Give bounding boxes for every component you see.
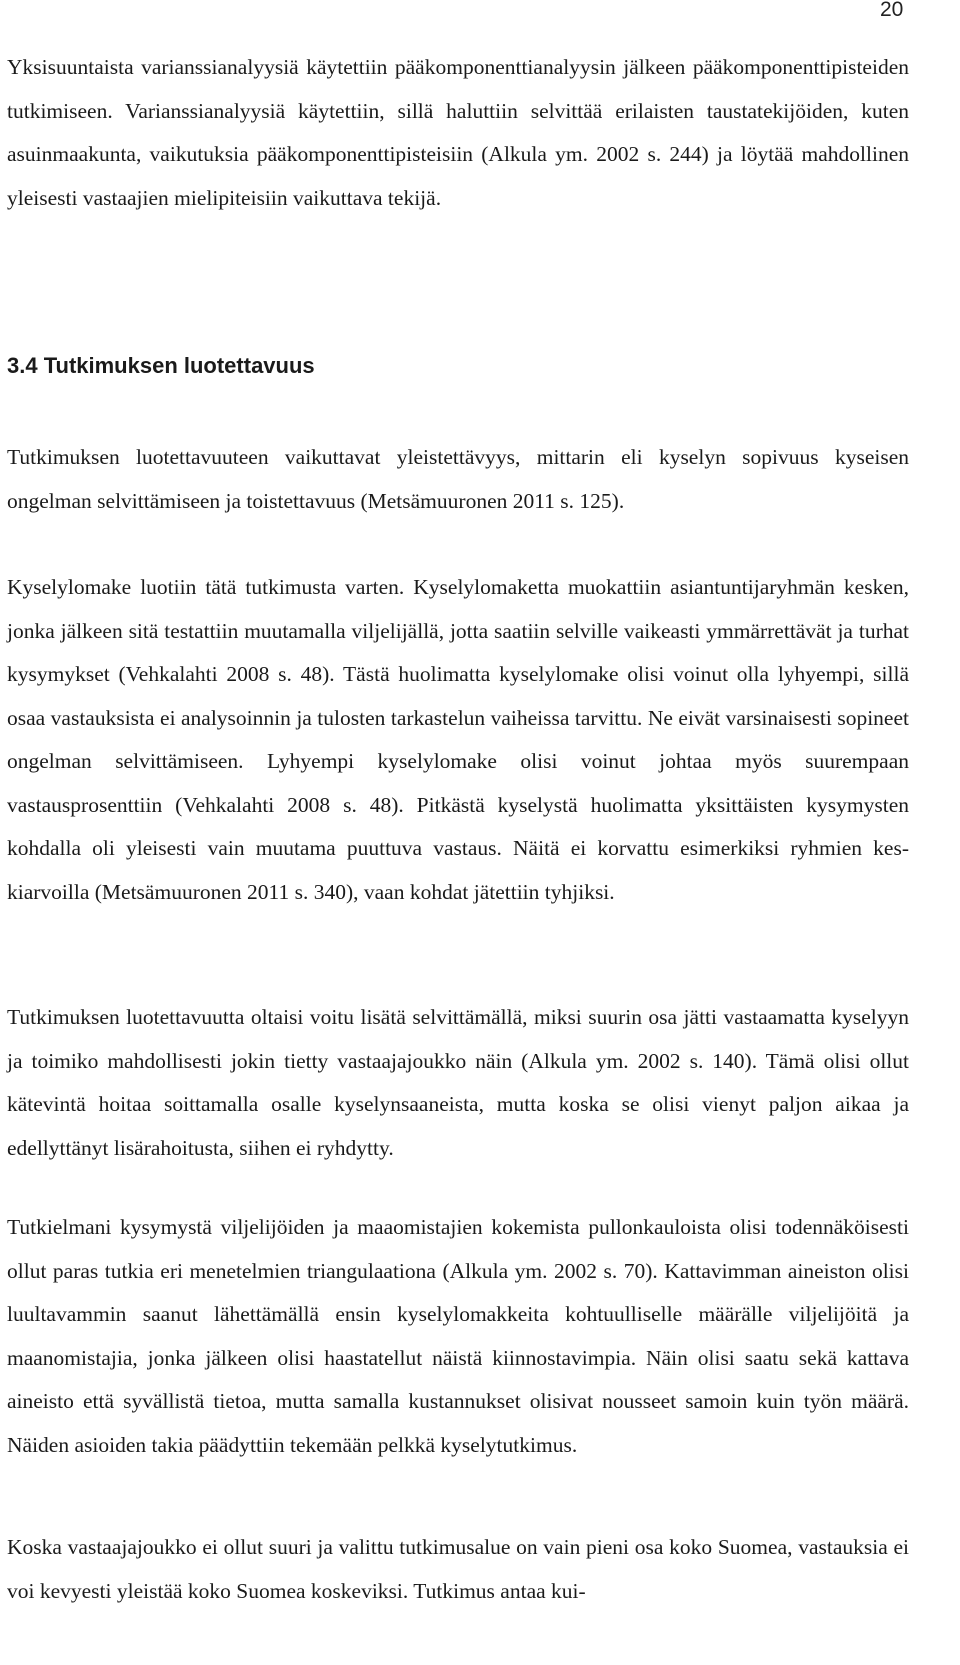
paragraph-block	[7, 566, 909, 914]
paragraph-block	[7, 46, 909, 220]
paragraph-4: Tutkimuksen luotettavuutta oltaisi voitu lisätä selvittämällä, miksi suurin osa jätti vastaamatta kyselyyn ja toimiko mahdollisesti jokin tietty vastaajajoukko näin (Alkula ym. 2002 s. 140). Tämä olisi ollut kätevintä hoitaa soittamalla osalle kyselynsaaneista, mutta koska se olisi vienyt paljon aikaa ja edellyttänyt lisärahoitusta, siihen ei ryhdytty.	[7, 1005, 909, 1160]
paragraph-3: Kyselylomake luotiin tätä tutkimusta varten. Kyselylomaketta muokattiin asiantuntijaryhmän kesken, jonka jälkeen sitä testattiin muutamalla viljelijällä, jotta saatiin selville vaikeasti ymmärrettävät ja turhat kysymykset (Vehkalahti 2008 s. 48). Tästä huolimatta kyselylomake olisi voinut olla lyhyempi, sillä osaa vastauksista ei analysoinnin ja tulosten tarkastelun vaiheissa tarvittu. Ne eivät varsinaisesti sopineet ongelman selvittämiseen. Lyhyempi kyselylomake olisi voinut johtaa myös suurempaan vastausprosenttiin (Vehkalahti 2008 s. 48). Pitkästä kyselystä huolimatta yksittäisten kysymysten kohdalla oli yleisesti vain muutama puuttuva vastaus. Näitä ei korvattu esimerkiksi ryhmien keskiarvoilla (Metsämuuronen 2011 s. 340), vaan kohdat jätettiin tyhjiksi.	[7, 575, 909, 904]
paragraph-1: Yksisuuntaista varianssianalyysiä käytettiin pääkomponenttianalyysin jälkeen pääkomponenttipisteiden tutkimiseen. Varianssianalyysiä käytettiin, sillä haluttiin selvittää erilaisten taustatekijöiden, kuten asuinmaakunta, vaikutuksia pääkomponenttipisteisiin (Alkula ym. 2002 s. 244) ja löytää mahdollinen yleisesti vastaajien mielipiteisiin vaikuttava tekijä.	[7, 55, 909, 210]
page-number: 20	[880, 0, 904, 21]
section-heading: 3.4 Tutkimuksen luotettavuus	[7, 353, 315, 378]
paragraph-block	[7, 1526, 909, 1613]
paragraph-block	[7, 1206, 909, 1467]
paragraph-2: Tutkimuksen luotettavuuteen vaikuttavat yleistettävyys, mittarin eli kyselyn sopivuus kyseisen ongelman selvittämiseen ja toistettavuus (Metsämuuronen 2011 s. 125).	[7, 445, 909, 513]
paragraph-5: Tutkielmani kysymystä viljelijöiden ja maaomistajien kokemista pullonkauloista olisi todennäköisesti ollut paras tutkia eri menetelmien triangulaationa (Alkula ym. 2002 s. 70). Kattavimman aineiston olisi luultavammin saanut lähettämällä ensin kyselylomakkeita kohtuulliselle määrälle viljelijöitä ja maanomistajia, jonka jälkeen olisi haastatellut näistä kiinnostavimpia. Näin olisi saatu sekä kattava aineisto että syvällistä tietoa, mutta samalla kustannukset olisivat nousseet samoin kuin työn määrä. Näiden asioiden takia päädyttiin tekemään pelkkä kyselytutkimus.	[7, 1215, 909, 1457]
paragraph-block	[7, 436, 909, 523]
paragraph-block	[7, 996, 909, 1170]
paragraph-6: Koska vastaajajoukko ei ollut suuri ja valittu tutkimusalue on vain pieni osa koko Suomea, vastauksia ei voi kevyesti yleistää koko Suomea koskeviksi. Tutkimus antaa kui-	[7, 1535, 909, 1603]
